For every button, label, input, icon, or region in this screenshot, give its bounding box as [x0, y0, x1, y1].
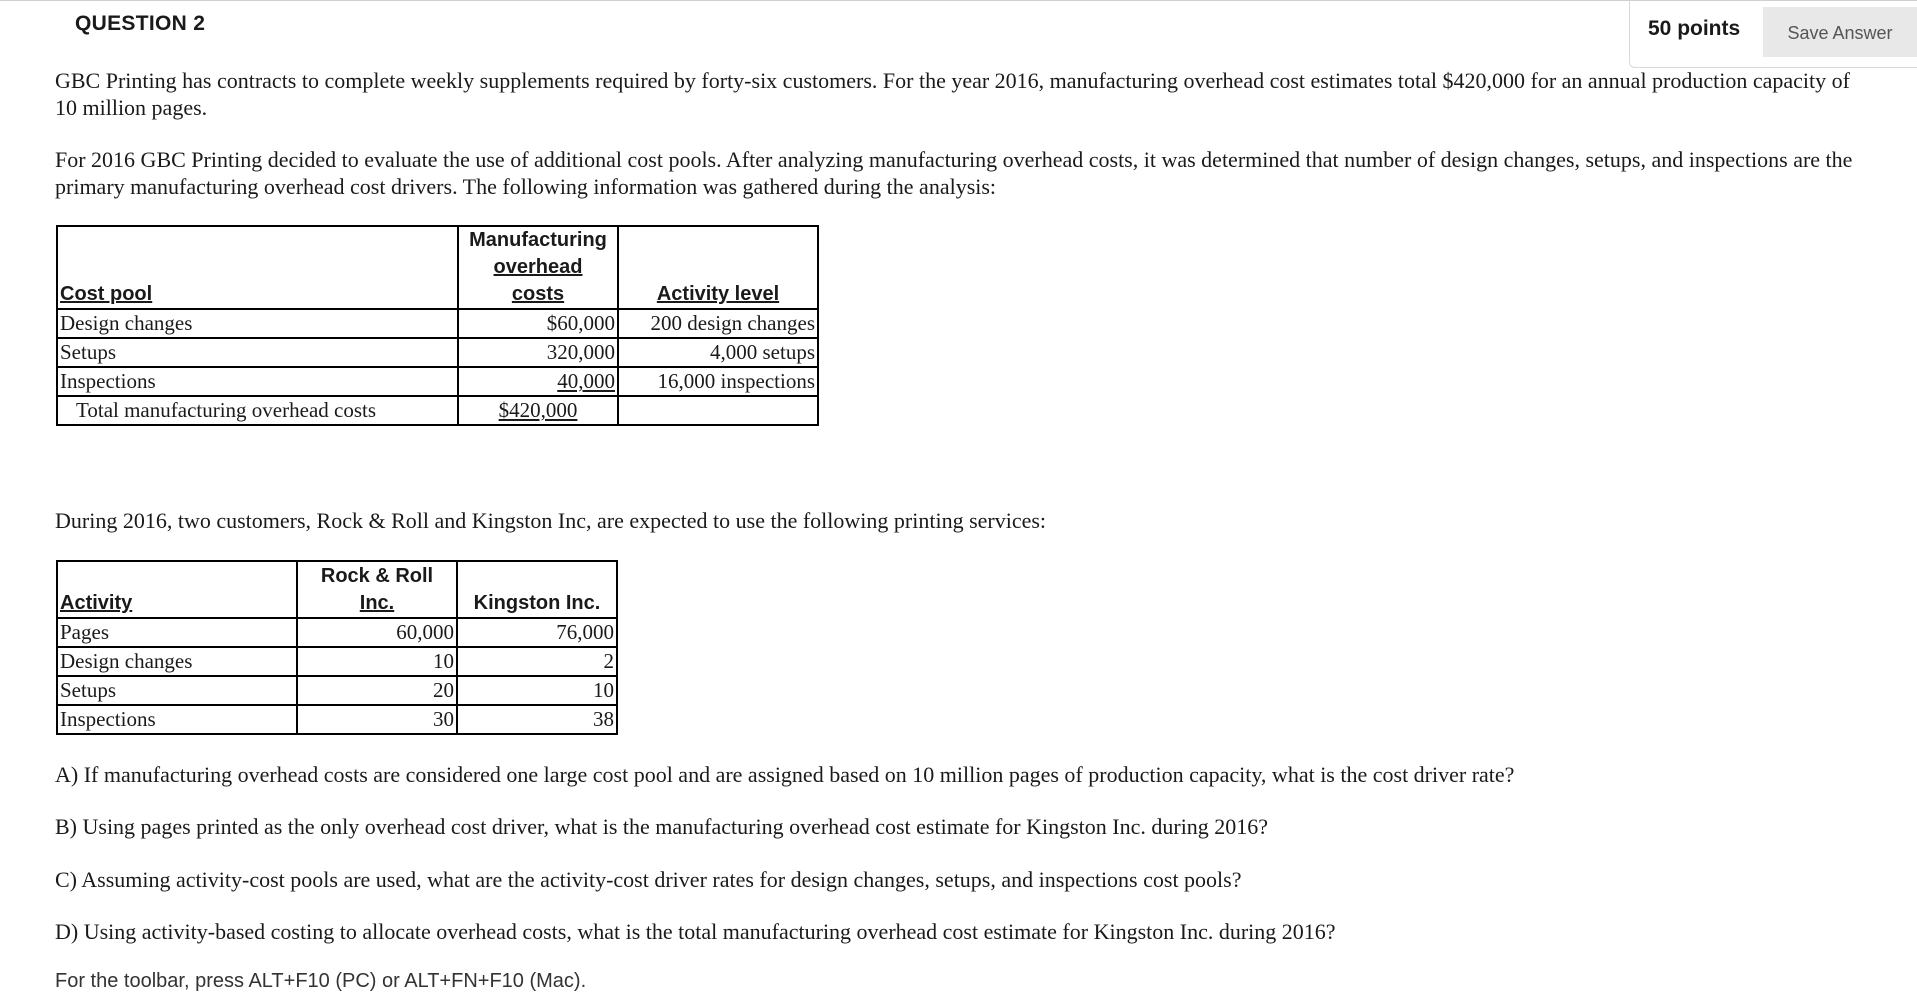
- row-activity: 4,000 setups: [618, 338, 818, 367]
- header-activity-level: Activity level: [618, 226, 818, 309]
- header-rock-roll: Rock & Roll Inc.: [297, 561, 457, 618]
- table-header-row: [57, 226, 818, 309]
- toolbar-shortcut-hint: For the toolbar, press ALT+F10 (PC) or ALT+FN+F10 (Mac).: [55, 970, 587, 992]
- cost-pools-paragraph: For 2016 GBC Printing decided to evaluate the use of additional cost pools. After analyzing manufacturing overhead costs, it was determined that number of design changes, setups, and inspections are the primary manufacturing overhead cost drivers. The following information was gathered during the analysis:: [55, 147, 1853, 199]
- table-row: [57, 618, 617, 647]
- row-kingston: 38: [457, 705, 617, 734]
- row-rock: 10: [297, 647, 457, 676]
- row-pool: Inspections: [57, 367, 458, 396]
- table-total-row: [57, 396, 818, 425]
- row-cost: 40,000: [458, 367, 618, 396]
- table-row: [57, 367, 818, 396]
- row-rock: 30: [297, 705, 457, 734]
- points-label: 50 points: [1648, 17, 1741, 40]
- row-activity: Design changes: [57, 647, 297, 676]
- row-kingston: 2: [457, 647, 617, 676]
- cost-pool-table: [56, 225, 819, 426]
- header-mfg-overhead-costs: Manufacturing overhead costs: [458, 226, 618, 309]
- total-empty-cell: [618, 396, 818, 425]
- row-activity: Setups: [57, 676, 297, 705]
- row-activity: 200 design changes: [618, 309, 818, 338]
- header-kingston: Kingston Inc.: [457, 561, 617, 618]
- table-row: [57, 676, 617, 705]
- table-row: [57, 647, 617, 676]
- customers-paragraph: During 2016, two customers, Rock & Roll and Kingston Inc, are expected to use the following printing services:: [55, 508, 1047, 533]
- row-cost: $60,000: [458, 309, 618, 338]
- row-activity: Pages: [57, 618, 297, 647]
- header-cost-pool: Cost pool: [60, 283, 153, 305]
- row-activity: Inspections: [57, 705, 297, 734]
- row-rock: 60,000: [297, 618, 457, 647]
- row-pool: Design changes: [57, 309, 458, 338]
- intro-paragraph: GBC Printing has contracts to complete weekly supplements required by forty-six customers. For the year 2016, manufacturing overhead cost estimates total $420,000 for an annual production capacity of 10 million pages.: [55, 68, 1850, 120]
- row-kingston: 76,000: [457, 618, 617, 647]
- question-c: C) Assuming activity-cost pools are used, what are the activity-cost driver rates for design changes, setups, and inspections cost pools?: [55, 867, 1242, 892]
- question-d: D) Using activity-based costing to allocate overhead costs, what is the total manufacturing overhead cost estimate for Kingston Inc. during 2016?: [55, 919, 1336, 944]
- row-pool: Setups: [57, 338, 458, 367]
- question-title: QUESTION 2: [75, 12, 206, 35]
- table-row: [57, 309, 818, 338]
- table-header-row: [57, 561, 617, 618]
- row-kingston: 10: [457, 676, 617, 705]
- total-label: Total manufacturing overhead costs: [57, 396, 458, 425]
- row-cost: 320,000: [458, 338, 618, 367]
- save-answer-button[interactable]: Save Answer: [1763, 7, 1917, 57]
- row-activity: 16,000 inspections: [618, 367, 818, 396]
- activity-table: [56, 560, 618, 735]
- header-activity: Activity: [60, 592, 133, 614]
- question-b: B) Using pages printed as the only overhead cost driver, what is the manufacturing overhead cost estimate for Kingston Inc. during 2016?: [55, 814, 1269, 839]
- question-a: A) If manufacturing overhead costs are considered one large cost pool and are assigned based on 10 million pages of production capacity, what is the cost driver rate?: [55, 762, 1515, 787]
- row-rock: 20: [297, 676, 457, 705]
- table-row: [57, 705, 617, 734]
- table-row: [57, 338, 818, 367]
- total-value: $420,000: [458, 396, 618, 425]
